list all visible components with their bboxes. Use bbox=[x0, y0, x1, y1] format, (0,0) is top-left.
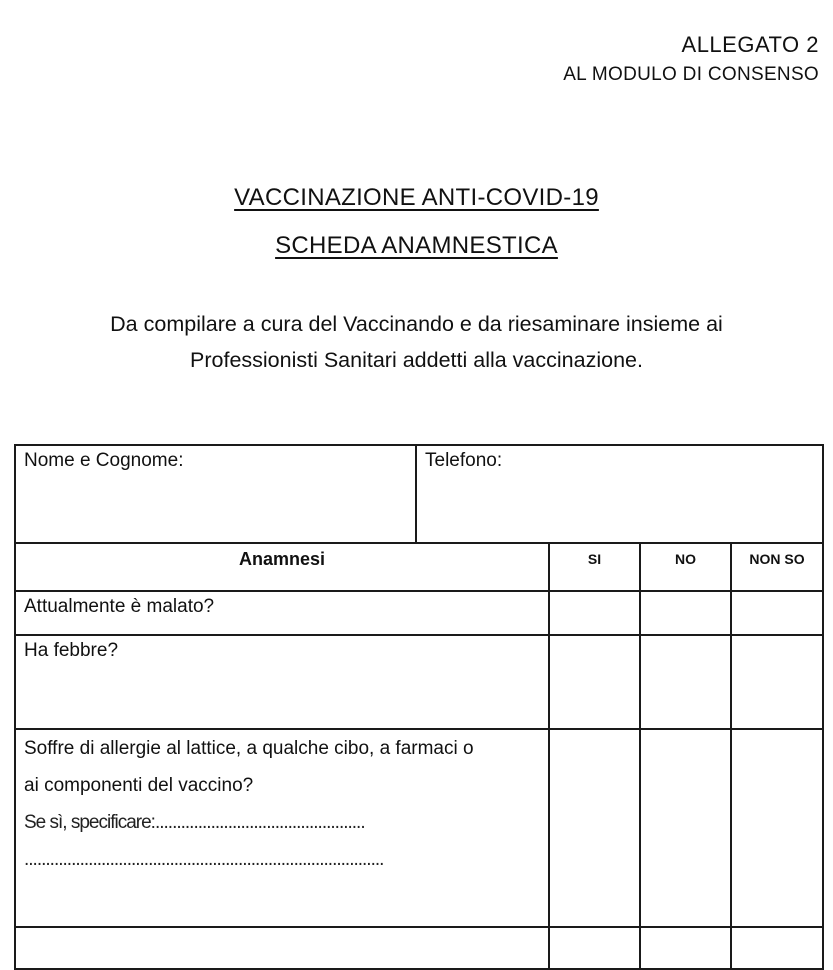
title-line-2: SCHEDA ANAMNESTICA bbox=[275, 232, 558, 259]
allergies-question-line-2: ai componenti del vaccino? bbox=[24, 775, 254, 796]
answer-no-cell[interactable] bbox=[640, 927, 731, 969]
answer-non-so-cell[interactable] bbox=[731, 591, 823, 635]
name-label: Nome e Cognome: bbox=[24, 450, 184, 471]
column-header-si: SI bbox=[549, 543, 640, 591]
question-row bbox=[15, 591, 823, 635]
question-text: Ha febbre? bbox=[15, 635, 549, 729]
answer-si-cell[interactable] bbox=[549, 635, 640, 729]
answer-si-cell[interactable] bbox=[549, 591, 640, 635]
allergies-question-line-1: Soffre di allergie al lattice, a qualche cibo, a farmaci o bbox=[24, 738, 474, 759]
intro-line-1: Da compilare a cura del Vaccinando e da riesaminare insieme ai bbox=[110, 312, 723, 336]
annex-subtitle: AL MODULO DI CONSENSO bbox=[563, 64, 819, 85]
intro-text bbox=[0, 306, 833, 378]
annex-header bbox=[563, 28, 819, 90]
anamnesis-form-table bbox=[14, 444, 824, 970]
question-text: Attualmente è malato? bbox=[15, 591, 549, 635]
document-title bbox=[0, 184, 833, 212]
column-header-row bbox=[15, 543, 823, 591]
answer-si-cell[interactable] bbox=[549, 927, 640, 969]
question-row bbox=[15, 729, 823, 927]
allergies-specify-continuation[interactable]: .................................................................................... bbox=[24, 849, 384, 870]
answer-no-cell[interactable] bbox=[640, 635, 731, 729]
column-header-non-so: NON SO bbox=[731, 543, 823, 591]
title-line-1: VACCINAZIONE ANTI-COVID-19 bbox=[234, 184, 599, 211]
question-text bbox=[15, 927, 549, 969]
question-row bbox=[15, 927, 823, 969]
document-subtitle bbox=[0, 232, 833, 260]
question-text-allergies bbox=[15, 729, 549, 927]
answer-non-so-cell[interactable] bbox=[731, 729, 823, 927]
annex-number: ALLEGATO 2 bbox=[681, 32, 819, 57]
phone-label: Telefono: bbox=[425, 450, 503, 471]
column-header-no: NO bbox=[640, 543, 731, 591]
personal-info-row bbox=[15, 445, 823, 543]
allergies-specify-field[interactable]: Se sì, specificare:................................................. bbox=[24, 812, 365, 833]
column-header-anamnesi: Anamnesi bbox=[15, 543, 549, 591]
answer-no-cell[interactable] bbox=[640, 591, 731, 635]
question-row bbox=[15, 635, 823, 729]
name-field[interactable] bbox=[15, 445, 416, 543]
phone-field[interactable] bbox=[416, 445, 823, 543]
answer-si-cell[interactable] bbox=[549, 729, 640, 927]
answer-non-so-cell[interactable] bbox=[731, 927, 823, 969]
answer-non-so-cell[interactable] bbox=[731, 635, 823, 729]
intro-line-2: Professionisti Sanitari addetti alla vaccinazione. bbox=[190, 348, 643, 372]
answer-no-cell[interactable] bbox=[640, 729, 731, 927]
